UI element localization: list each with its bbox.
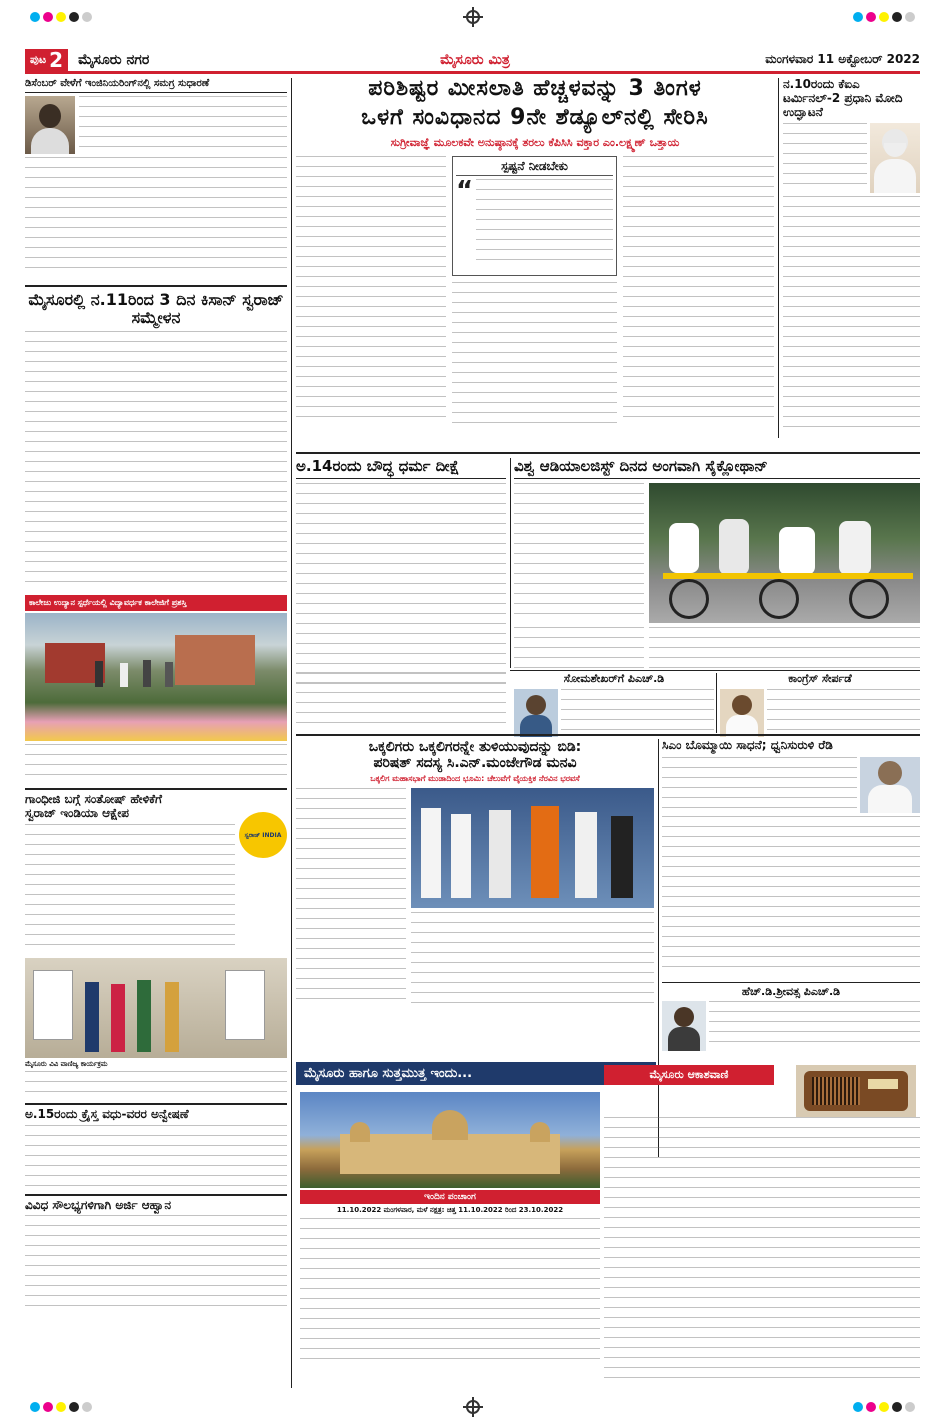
crosshair-icon bbox=[466, 10, 480, 24]
congress-member-photo bbox=[720, 689, 764, 737]
events-list bbox=[300, 1218, 600, 1366]
vokkaliga-story bbox=[296, 739, 654, 1006]
crosshair-icon bbox=[466, 1400, 480, 1414]
article-body bbox=[79, 96, 287, 154]
headline-christian-matrimony: ಅ.15ರಂದು ಕ್ರೈಸ್ತ ವಧು-ವರರ ಅನ್ವೇಷಣೆ bbox=[25, 1106, 189, 1121]
headline-kia-terminal: ನ.10ರಂದು ಕೆಐಎ ಟರ್ಮಿನಲ್-2 ಪ್ರಧಾನಿ ಮೋದಿ ಉದ್ಘಾಟನೆ bbox=[783, 77, 903, 119]
headline-vokkaliga-1: ಒಕ್ಕಲಿಗರು ಒಕ್ಕಲಿಗರನ್ನೇ ತುಳಿಯುವುದನ್ನು ಬಿಡಿ: bbox=[368, 739, 582, 755]
akashavani bbox=[604, 1065, 920, 1387]
panchanga bbox=[300, 1190, 600, 1366]
article-body bbox=[662, 816, 920, 976]
registration-marks-top bbox=[0, 0, 945, 34]
date-line: ಮಂಗಳವಾರ 11 ಅಕ್ಟೋಬರ್ 2022 bbox=[765, 52, 920, 66]
color-dots bbox=[853, 12, 915, 22]
someshwar-photo bbox=[514, 689, 558, 737]
cyclothon-photo bbox=[649, 483, 920, 623]
radio-icon bbox=[796, 1065, 916, 1117]
article-body bbox=[296, 788, 406, 1006]
headline-engineering: ಡಿಸೆಂಬರ್ ವೇಳೆಗೆ ಇಂಜಿನಿಯರಿಂಗ್‌ನಲ್ಲಿ ಸಮಗ್ರ ಸುಧಾರಣೆ bbox=[25, 78, 287, 93]
headline-gandhi-2: ಸ್ವರಾಜ್ ಇಂಡಿಯಾ ಆಕ್ಷೇಪ bbox=[25, 806, 129, 821]
article-body bbox=[514, 483, 644, 623]
page-number-badge bbox=[25, 49, 68, 71]
modi-photo bbox=[870, 123, 920, 193]
article-body bbox=[296, 672, 506, 728]
section-rule bbox=[296, 452, 920, 454]
page-header bbox=[25, 48, 920, 74]
portrait-photo bbox=[25, 96, 75, 154]
color-dots bbox=[30, 12, 92, 22]
garden-photo bbox=[25, 613, 287, 741]
column-divider bbox=[716, 673, 717, 733]
color-dots bbox=[30, 1402, 92, 1412]
bommai-story bbox=[662, 739, 920, 1051]
color-dots bbox=[853, 1402, 915, 1412]
registration-marks-bottom bbox=[0, 1390, 945, 1424]
congress-story bbox=[720, 673, 920, 737]
column-divider bbox=[778, 78, 779, 438]
akashavani-schedule bbox=[604, 1117, 920, 1387]
article-body bbox=[25, 1125, 287, 1189]
left-column bbox=[25, 78, 287, 1315]
section-rule bbox=[296, 734, 920, 736]
column-divider bbox=[291, 78, 292, 1388]
swaraj-india-logo: ಸ್ವರಾಜ್ INDIA bbox=[239, 812, 287, 858]
bommai-photo bbox=[860, 757, 920, 813]
headline-bommai: ಸಿಎಂ ಬೊಮ್ಮಾಯಿ ಸಾಧನೆ; ಧ್ವನಿಸುರುಳಿ ರೆಡಿ bbox=[662, 738, 833, 752]
headline-kisan-swaraj: ಮೈಸೂರಲ್ಲಿ ನ.11ರಿಂದ 3 ದಿನ ಕಿಸಾನ್ ಸ್ವರಾಜ್ ಸಮ್ಮೇಳನ bbox=[28, 289, 284, 327]
article-body bbox=[296, 483, 506, 693]
kia-story bbox=[783, 78, 920, 434]
section-rule bbox=[510, 670, 920, 671]
headline-buddha-deeksha: ಅ.14ರಂದು ಬೌದ್ಧ ಧರ್ಮ ದೀಕ್ಷೆ bbox=[296, 458, 506, 479]
photo-caption bbox=[25, 1071, 287, 1097]
page-number: 2 bbox=[49, 47, 64, 72]
quote-icon: “ bbox=[456, 176, 474, 207]
article-body bbox=[452, 282, 617, 424]
article-body bbox=[709, 1001, 920, 1051]
box-body bbox=[476, 179, 613, 269]
page-label: ಪುಟ bbox=[30, 52, 47, 66]
headline-someshwar-phd: ಸೋಮಶೇಖರ್‌ಗೆ ಪಿಎಚ್.ಡಿ bbox=[563, 672, 665, 685]
someshwar-story bbox=[514, 673, 714, 737]
article-body bbox=[25, 1215, 287, 1315]
headline-shreevathsa-phd: ಹೆಚ್.ಡಿ.ಶ್ರೀವತ್ಸ ಪಿಎಚ್.ಡಿ bbox=[741, 984, 841, 998]
shreevathsa-photo bbox=[662, 1001, 706, 1051]
headline-gandhi: ಗಾಂಧೀಜಿ ಬಗ್ಗೆ ಸಂತೋಷ್ ಹೇಳಿಕೆಗೆ bbox=[25, 792, 162, 807]
box-title: ಸ್ಪಷ್ಟನೆ ನೀಡಬೇಕು bbox=[456, 160, 613, 177]
article-body bbox=[25, 157, 287, 277]
headline-schemes: ವಿವಿಧ ಸೌಲಭ್ಯಗಳಿಗಾಗಿ ಅರ್ಜಿ ಆಹ್ವಾನ bbox=[25, 1197, 172, 1212]
article-body bbox=[783, 123, 867, 193]
photo-caption: ಮೈಸೂರು ವಿವಿ ವಾಣಿಜ್ಯ ಕಾರ್ಯಕ್ರಮ bbox=[25, 1059, 108, 1068]
article-body bbox=[514, 627, 644, 673]
lead-headline-line-1: ಪರಿಶಿಷ್ಟರ ಮೀಸಲಾತಿ ಹೆಚ್ಚಳವನ್ನು 3 ತಿಂಗಳ bbox=[368, 76, 702, 101]
panchanga-title: ಇಂದಿನ ಪಂಚಾಂಗ bbox=[300, 1190, 600, 1204]
vokkaliga-subheadline: ಒಕ್ಕಲಿಗ ಮಹಾಸಭಾಗೆ ಮುಡಾದಿಂದ ಭೂಮಿ: ಚೆಲುವೆಗೆ ವೈಯಕ್ತಿಕ ನೆರವಿನ ಭರವಸೆ bbox=[370, 774, 580, 784]
clarification-box bbox=[452, 156, 617, 276]
headline-congress-join: ಕಾಂಗ್ರೆಸ್ ಸೇರ್ಪಡೆ bbox=[788, 672, 852, 685]
panchanga-date: 11.10.2022 ಮಂಗಳವಾರ, ಮಳೆ ನಕ್ಷತ್ರ: ಚಿತ್ತ 11.10.2022 ರಿಂದ 23.10.2022 bbox=[336, 1206, 564, 1214]
section-name: ಮೈಸೂರು ನಗರ bbox=[78, 51, 150, 68]
lead-story bbox=[296, 76, 774, 424]
headline-vokkaliga-2: ಪರಿಷತ್ ಸದಸ್ಯ ಸಿ.ಎನ್.ಮಂಜೇಗೌಡ ಮನವಿ bbox=[373, 755, 577, 772]
article-body bbox=[662, 757, 857, 813]
photo-caption bbox=[25, 744, 287, 782]
column-divider bbox=[510, 458, 511, 668]
akashavani-title: ಮೈಸೂರು ಆಕಾಶವಾಣಿ bbox=[604, 1065, 774, 1085]
masthead: ಮೈಸೂರು ಮಿತ್ರ bbox=[440, 51, 510, 68]
article-body bbox=[783, 196, 920, 434]
article-body bbox=[561, 689, 714, 737]
photo-caption bbox=[649, 627, 920, 673]
article-body bbox=[25, 331, 287, 589]
vokkaliga-event-photo bbox=[411, 788, 654, 908]
article-body bbox=[767, 689, 920, 737]
today-banner: ಮೈಸೂರು ಹಾಗೂ ಸುತ್ತಮುತ್ತ ಇಂದು... bbox=[296, 1062, 656, 1085]
mysore-palace-photo bbox=[300, 1092, 600, 1188]
mysuru-today bbox=[296, 1062, 656, 1085]
article-body bbox=[25, 824, 235, 954]
buddha-story bbox=[296, 458, 506, 693]
lead-headline-line-2: ಒಳಗೆ ಸಂವಿಧಾನದ 9ನೇ ಶೆಡ್ಯೂಲ್‌ನಲ್ಲಿ ಸೇರಿಸಿ bbox=[361, 105, 709, 131]
headline-cyclothon: ವಿಶ್ವ ಆಡಿಯಾಲಜಿಸ್ಟ್ ದಿನದ ಅಂಗವಾಗಿ ಸೈಕ್ಲೋಥಾನ್ bbox=[514, 458, 920, 479]
lead-subheadline: ಸುಗ್ರೀವಾಜ್ಞೆ ಮೂಲಕವೇ ಅನುಷ್ಠಾನಕ್ಕೆ ತರಲು ಕೆಪಿಸಿಸಿ ವಕ್ತಾರ ಎಂ.ಲಕ್ಷ್ಮಣ್ ಒತ್ತಾಯ bbox=[390, 135, 680, 149]
article-body bbox=[296, 156, 446, 424]
article-body bbox=[623, 156, 774, 424]
book-launch-photo bbox=[25, 958, 287, 1058]
cyclothon-story bbox=[514, 458, 920, 673]
article-body bbox=[411, 912, 654, 1006]
headline-college-garden: ಕಾಲೇಜು ಉದ್ಯಾನ ಸ್ಪರ್ಧೆಯಲ್ಲಿ ವಿದ್ಯಾವರ್ಧಕ ಕಾಲೇಜಿಗೆ ಪ್ರಶಸ್ತಿ bbox=[25, 595, 287, 611]
